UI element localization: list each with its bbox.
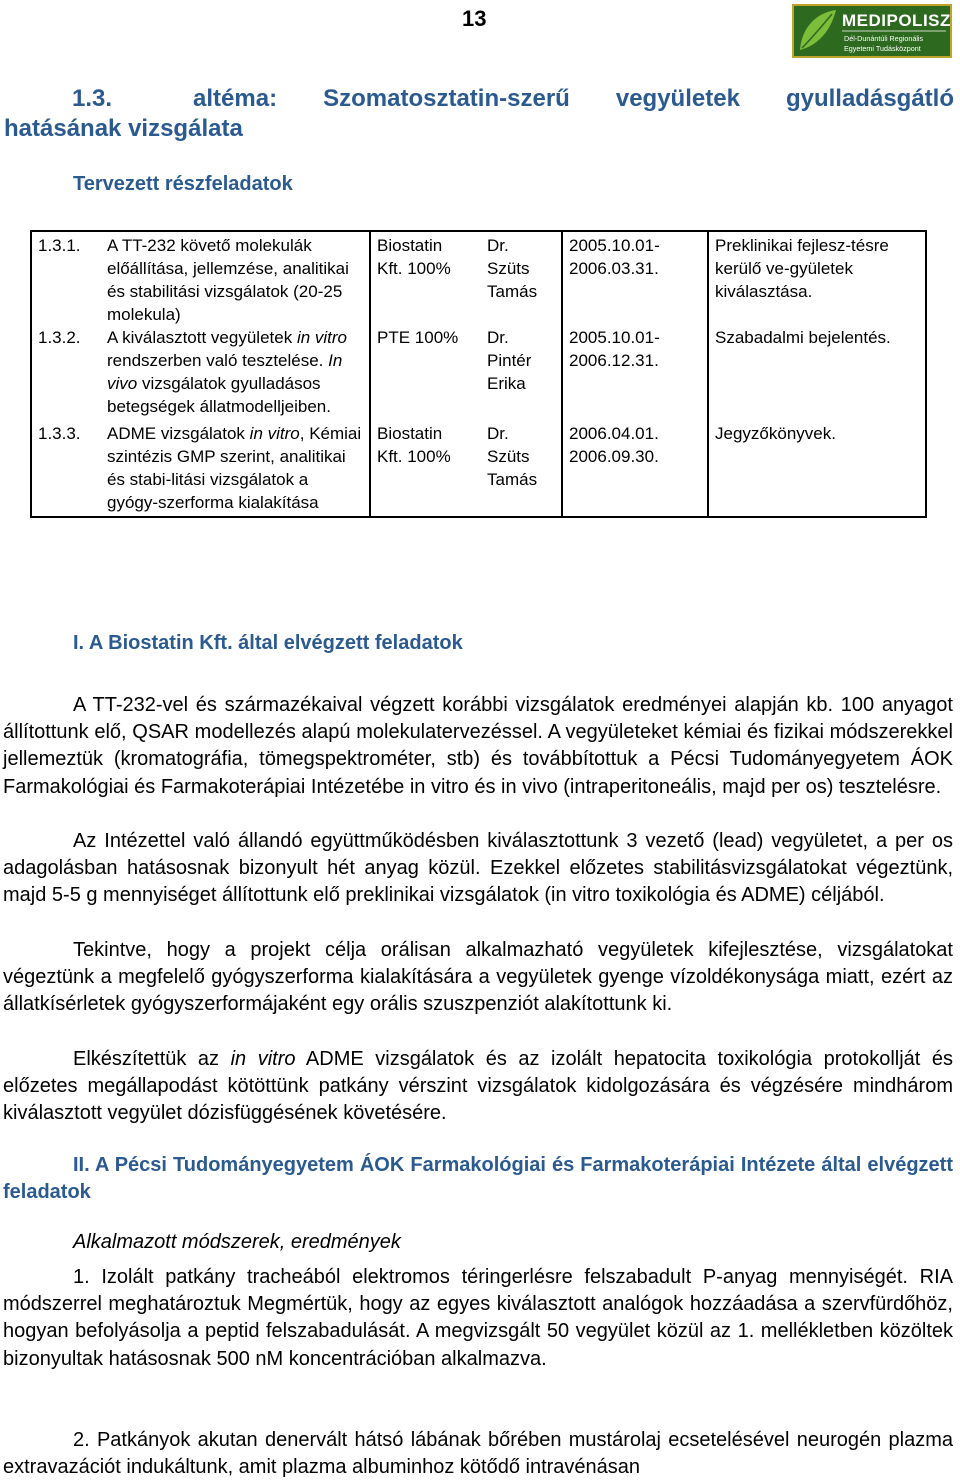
medipolisz-logo xyxy=(792,4,952,58)
section1-title: I. A Biostatin Kft. által elvégzett feladatok xyxy=(73,632,463,654)
task-text-part: vizsgálatok gyulladásos betegségek állatmodelljeiben. xyxy=(107,374,331,416)
task-text: A TT-232 követő molekulák előállítása, jellemzése, analitikai és stabilitási vizsgálatok (20-25 molekula) xyxy=(107,236,349,324)
heading-word-2: Szomatosztatin-szerű xyxy=(323,85,570,112)
result-text: Preklinikai fejlesz-tésre kerülő ve-gyületek kiválasztása. xyxy=(715,236,889,301)
section2-paragraph-1: 1. Izolált patkány tracheából elektromos téringerlésre felszabadult P-anyag mennyiségét. RIA módszerrel meghatároztuk Megmértük, hogy az egyes kiválasztott analógok hozzáadása a szervfürdőhöz, hogyan befolyásolja a peptid felszabadulását. A megvizsgált 50 vegyület közül az 1. mellékletben közöltek bizonyultak hatásosnak 500 nM koncentrációban alkalmazva. xyxy=(3,1266,953,1370)
heading-word-1: altéma: xyxy=(193,85,278,112)
period-cell xyxy=(562,420,708,517)
task-number: 1.3.2. xyxy=(38,328,81,347)
page-number: 13 xyxy=(462,6,487,31)
paragraph-italic: in vitro xyxy=(230,1048,296,1070)
section1-paragraph-1: A TT-232-vel és származékaival végzett korábbi vizsgálatok eredményei alapján kb. 100 anyagot állítottunk elő, QSAR modellezés alapú molekulatervezéssel. A vegyületeket kémiai és fizikai módszerekkel jellemeztük (kromatográfia, tömegspektrométer, stb) és továbbítottuk a Pécsi Tudományegyetem ÁOK Farmakológiai és Farmakoterápiai Intézetébe in vitro és in vivo (intraperitoneális, majd per os) tesztelésre. xyxy=(3,694,953,798)
section1-paragraph-2: Az Intézettel való állandó együttműködésben kiválasztottunk 3 vezető (lead) vegyületet, a per os adagolásban hatásosnak bizonyult hét anyag közül. Ezekkel előzetes stabilitásvizsgálatokat végeztünk, majd 5-5 g mennyiséget állítottunk elő preklinikai vizsgálatok (in vitro toxikológia és ADME) céljából. xyxy=(3,830,953,907)
heading-line2: hatásának vizsgálata xyxy=(4,115,243,142)
task-cell xyxy=(31,231,370,420)
heading-word-4: gyulladásgátló xyxy=(785,85,954,112)
org-text: Biostatin Kft. 100% xyxy=(377,236,451,278)
task-number: 1.3.1. xyxy=(38,236,81,255)
subheading: Tervezett részfeladatok xyxy=(73,173,293,195)
heading-line1 xyxy=(4,84,954,114)
logo-line1: Dél-Dunántúli Regionális xyxy=(844,34,924,43)
section1-paragraph-3: Tekintve, hogy a projekt célja orálisan alkalmazható vegyületek kifejlesztése, vizsgálatokat végeztünk a megfelelő gyógyszerforma kialakítására a vegyületek gyenge vízoldékonysága miatt, ezért az állatkísérletek gyógyszerformájaként egy orális szuszpenziót alakítottunk ki. xyxy=(3,939,953,1016)
task-text-italic: in vitro xyxy=(249,424,300,443)
task-text-part: rendszerben való tesztelése. xyxy=(107,351,329,370)
person-text: Dr. Szüts Tamás xyxy=(487,424,538,489)
task-item xyxy=(38,422,363,514)
section-heading xyxy=(4,84,954,144)
person-cell xyxy=(481,420,562,517)
paragraph-part: Elkészítettük az xyxy=(73,1048,231,1070)
task-text-part: ADME vizsgálatok xyxy=(107,424,250,443)
person-text: Dr. Szüts Tamás xyxy=(487,236,538,301)
paragraph-part: ADME vizsgálatok és az izolált hepatocita toxikológia protokollját és előzetes megállapodást kötöttünk patkány vérszint vizsgálatok kidolgozására és végzésére mindhárom kiválasztott vegyület dózisfüggésének követésére. xyxy=(3,1048,953,1125)
plan-table xyxy=(30,230,927,518)
logo-line2: Egyetemi Tudásközpont xyxy=(844,44,921,53)
result-cell xyxy=(708,231,926,420)
result-text: Szabadalmi bejelentés. xyxy=(715,328,891,347)
task-item xyxy=(38,326,363,418)
result-text: Jegyzőkönyvek. xyxy=(715,424,836,443)
heading-number: 1.3. xyxy=(72,85,113,112)
section2-title: II. A Pécsi Tudományegyetem ÁOK Farmakológiai és Farmakoterápiai Intézete által elvégzett feladatok xyxy=(3,1154,953,1203)
result-cell xyxy=(708,420,926,517)
task-item xyxy=(38,234,363,326)
org-cell xyxy=(370,231,481,420)
table-row xyxy=(31,420,926,517)
period-text: 2006.04.01. 2006.09.30. xyxy=(569,424,659,466)
org-cell xyxy=(370,420,481,517)
section1-paragraph-4 xyxy=(3,1046,953,1128)
section2-paragraph-2: 2. Patkányok akutan denervált hátsó lábának bőrében mustárolaj ecsetelésével neurogén plazma extravazációt indukáltunk, amit plazma albuminhoz kötődő intravénásan xyxy=(3,1429,953,1479)
logo-title: MEDIPOLISZ xyxy=(842,11,951,30)
task-text xyxy=(107,326,363,418)
period-text: 2005.10.01-2006.03.31. xyxy=(569,236,660,278)
task-text-part: A kiválasztott vegyületek xyxy=(107,328,297,347)
task-number: 1.3.3. xyxy=(38,424,81,443)
period-text: 2005.10.01-2006.12.31. xyxy=(569,328,660,370)
methods-heading: Alkalmazott módszerek, eredmények xyxy=(73,1231,401,1253)
period-cell xyxy=(562,231,708,420)
person-cell xyxy=(481,231,562,420)
person-text: Dr. Pintér Erika xyxy=(487,328,532,393)
task-cell xyxy=(31,420,370,517)
table-row xyxy=(31,231,926,420)
task-text xyxy=(107,422,363,514)
org-text: PTE 100% xyxy=(377,328,459,347)
task-text-italic: in vitro xyxy=(296,328,348,347)
task-text-italic: In vivo xyxy=(107,351,343,393)
task-text-part: , Kémiai szintézis GMP szerint, analitikai és stabi-litási vizsgálatok a gyógy-szerforma kialakítása xyxy=(107,424,362,512)
heading-word-3: vegyületek xyxy=(615,85,740,112)
org-text: Biostatin Kft. 100% xyxy=(377,424,451,466)
